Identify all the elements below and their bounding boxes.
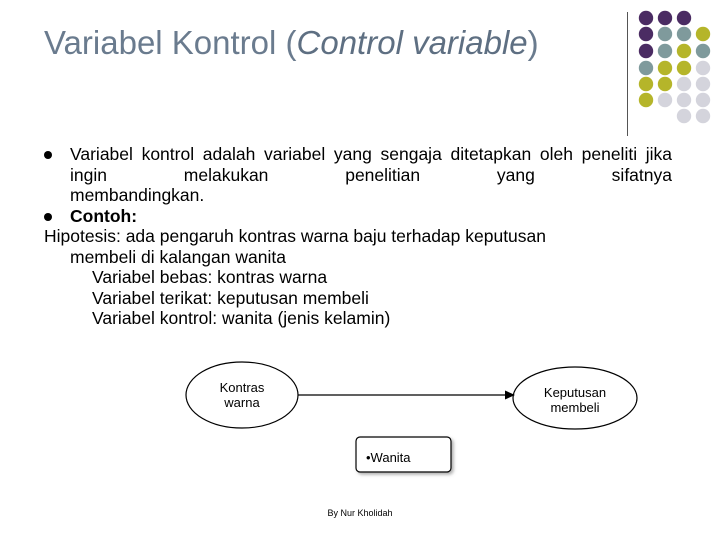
independent-variable: Variabel bebas: kontras warna [92, 267, 328, 287]
node-left-line-1: Kontras [219, 380, 265, 395]
definition-line-2: membandingkan. [70, 185, 205, 205]
hypothesis-line-1: Hipotesis: ada pengaruh kontras warna baju terhadap keputusan [44, 226, 547, 246]
title-italic: Control variable [296, 24, 528, 61]
hypothesis-line-2: membeli di kalangan wanita [70, 246, 286, 267]
node-right-label [525, 385, 625, 415]
example-label: Contoh: [70, 205, 138, 226]
footer-author: By Nur Kholidah [327, 508, 393, 518]
node-left-line-2: warna [224, 395, 260, 410]
control-variable: Variabel kontrol: wanita (jenis kelamin) [92, 308, 391, 328]
node-right-line-2: membeli [550, 400, 600, 415]
node-control-label: •Wanita [366, 450, 411, 465]
title-plain: Variabel Kontrol ( [44, 24, 297, 61]
dependent-variable: Variabel terikat: keputusan membeli [92, 287, 369, 308]
definition-line-1: Variabel kontrol adalah variabel yang sengaja ditetapkan oleh peneliti jika ingin melakukan penelitian yang sifatnya [70, 144, 672, 185]
node-right-line-1: Keputusan [543, 385, 607, 400]
title-close: ) [527, 24, 539, 61]
node-left-label [192, 380, 292, 410]
